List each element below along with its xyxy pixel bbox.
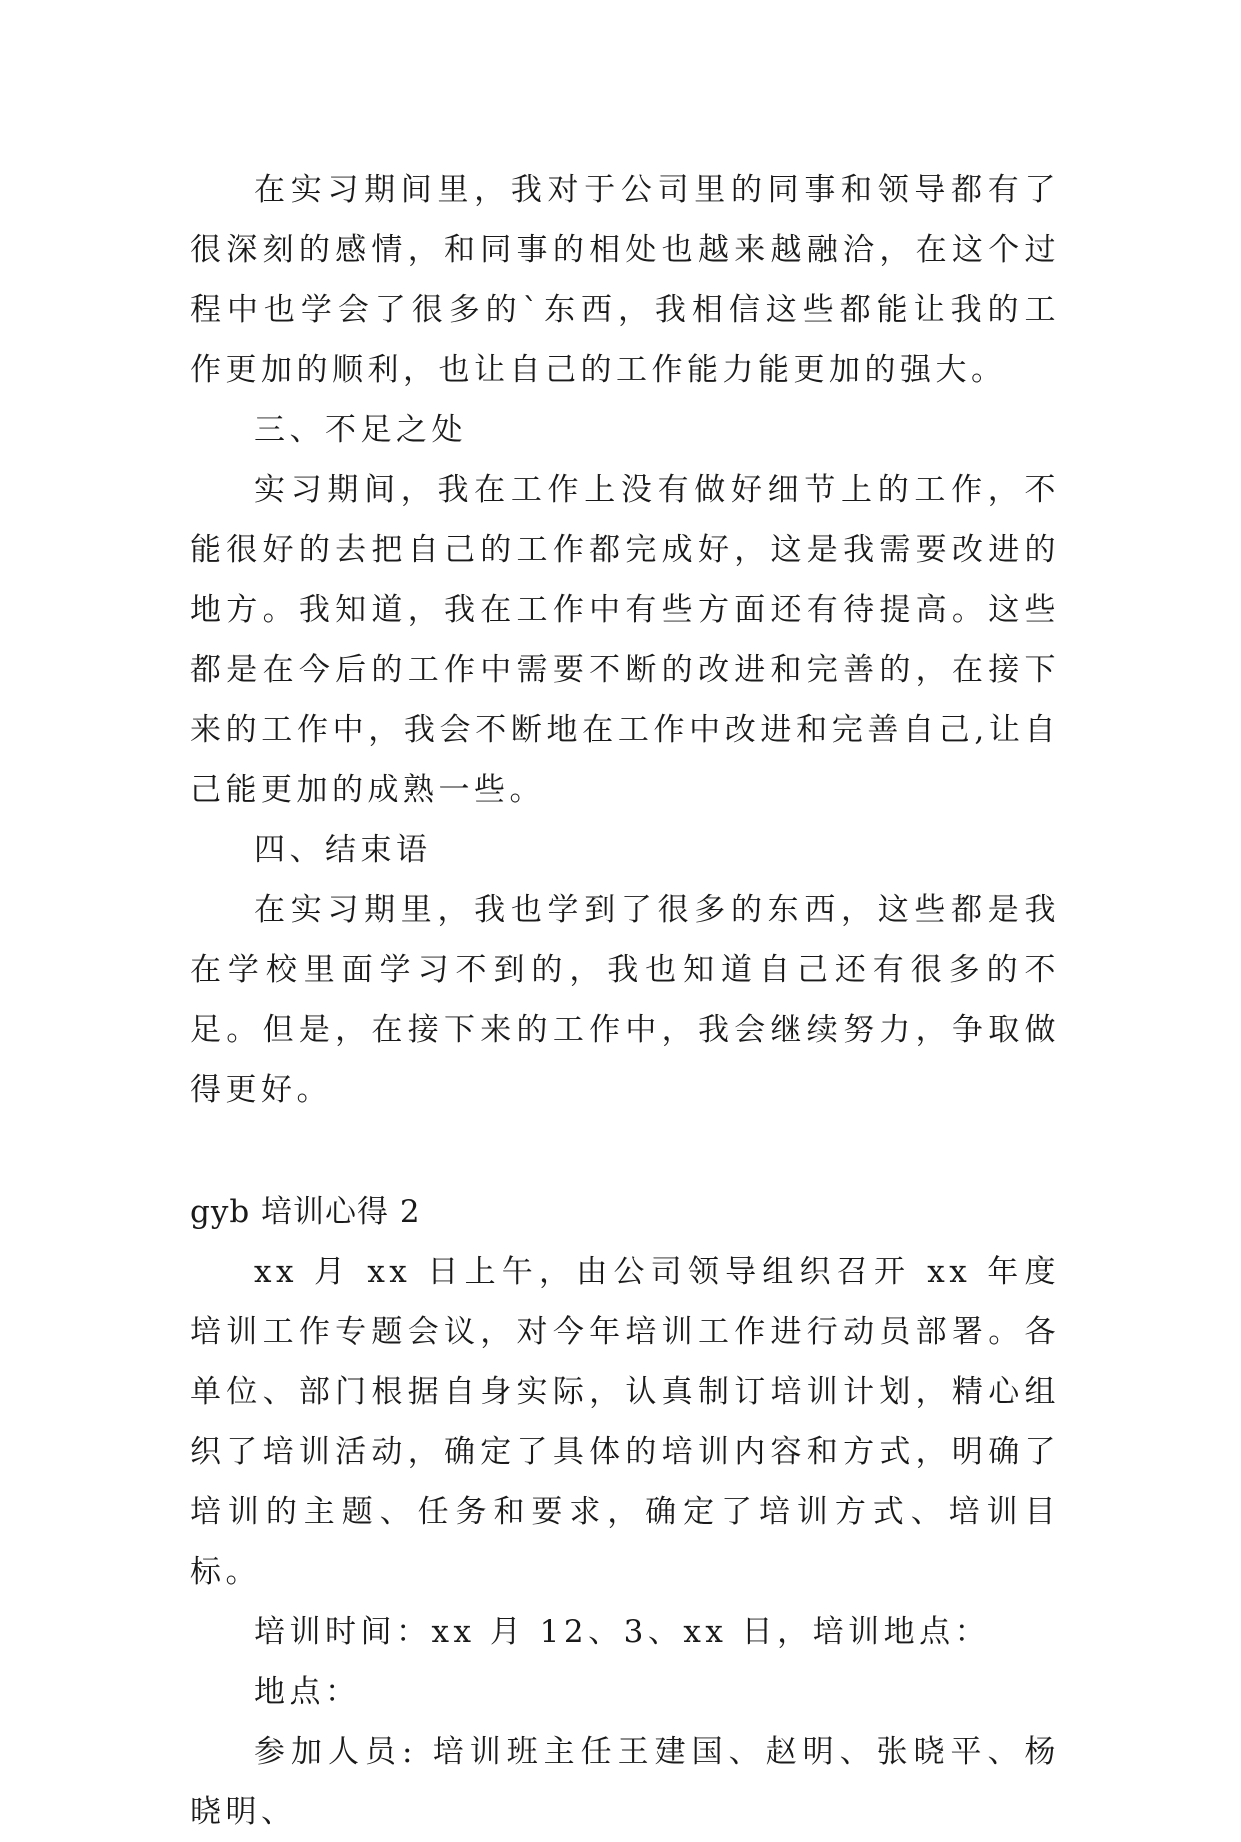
paragraph-conclusion: 在实习期里，我也学到了很多的东西，这些都是我在学校里面学习不到的，我也知道自己还有很多的不足。但是，在接下来的工作中，我会继续努力，争取做得更好。 xyxy=(190,892,1060,1108)
training-time-line: 培训时间：xx 月 12、3、xx 日，培训地点： xyxy=(254,1614,991,1650)
section-gap xyxy=(190,1120,1060,1182)
section-heading-conclusion: 四、结束语 xyxy=(254,832,432,868)
article-title: gyb 培训心得 2 xyxy=(190,1194,421,1230)
paragraph-internship-feelings: 在实习期间里，我对于公司里的同事和领导都有了很深刻的感情，和同事的相处也越来越融洽，在这个过程中也学会了很多的`东西，我相信这些都能让我的工作更加的顺利，也让自己的工作能力能更加的强大。 xyxy=(190,172,1060,388)
section-heading-shortcomings: 三、不足之处 xyxy=(254,412,467,448)
participants-line: 参加人员: 培训班主任王建国、赵明、张晓平、杨晓明、 xyxy=(190,1734,1060,1830)
document-body xyxy=(190,160,1060,1842)
paragraph-training-meeting: xx 月 xx 日上午，由公司领导组织召开 xx 年度培训工作专题会议，对今年培训工作进行动员部署。各单位、部门根据自身实际，认真制订培训计划，精心组织了培训活动，确定了具体的培训内容和方式，明确了培训的主题、任务和要求，确定了培训方式、培训目标。 xyxy=(190,1254,1060,1590)
location-line: 地点： xyxy=(254,1674,361,1710)
paragraph-shortcomings: 实习期间，我在工作上没有做好细节上的工作，不能很好的去把自己的工作都完成好，这是我需要改进的地方。我知道，我在工作中有些方面还有待提高。这些都是在今后的工作中需要不断的改进和完善的，在接下来的工作中，我会不断地在工作中改进和完善自己,让自己能更加的成熟一些。 xyxy=(190,472,1060,808)
